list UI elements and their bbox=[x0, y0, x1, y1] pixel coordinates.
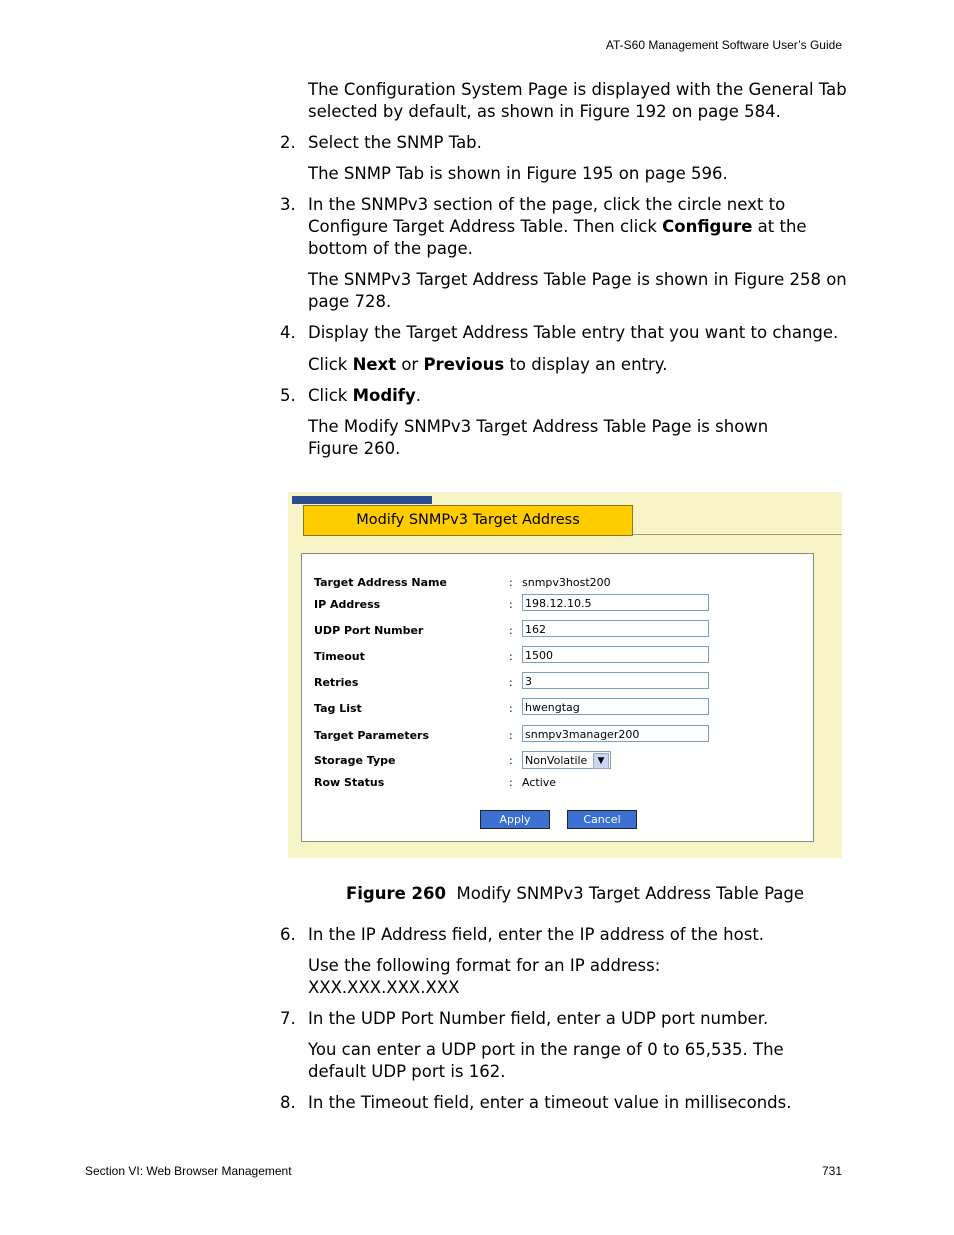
footer-section: Section VI: Web Browser Management bbox=[85, 1164, 292, 1178]
step-5-number: 5. bbox=[280, 386, 296, 405]
running-header: AT-S60 Management Software User’s Guide bbox=[605, 38, 842, 52]
step-8-text: In the Timeout field, enter a timeout value in milliseconds. bbox=[308, 1093, 792, 1112]
step-6-note-line2: XXX.XXX.XXX.XXX bbox=[308, 978, 460, 997]
colon: : bbox=[509, 650, 513, 663]
colon: : bbox=[509, 729, 513, 742]
storage-type-value: NonVolatile bbox=[525, 754, 588, 767]
timeout-label: Timeout bbox=[314, 650, 365, 663]
target-parameters-input[interactable]: snmpv3manager200 bbox=[522, 725, 709, 742]
colon: : bbox=[509, 624, 513, 637]
target-address-name-label: Target Address Name bbox=[314, 576, 447, 589]
step-3-number: 3. bbox=[280, 195, 296, 214]
step-5-text: Click Modify. bbox=[308, 386, 421, 405]
step-7-text: In the UDP Port Number field, enter a UDP port number. bbox=[308, 1009, 769, 1028]
step-4-note: Click Next or Previous to display an entry. bbox=[308, 355, 668, 374]
retries-input[interactable]: 3 bbox=[522, 672, 709, 689]
colon: : bbox=[509, 598, 513, 611]
step-4-number: 4. bbox=[280, 323, 296, 342]
cancel-button[interactable]: Cancel bbox=[567, 810, 637, 829]
step-7-number: 7. bbox=[280, 1009, 296, 1028]
step-7-note: You can enter a UDP port in the range of 0 to 65,535. The default UDP port is 162. bbox=[308, 1040, 784, 1081]
colon: : bbox=[509, 776, 513, 789]
tag-list-label: Tag List bbox=[314, 702, 362, 715]
colon: : bbox=[509, 576, 513, 589]
figure-caption: Figure 260 Modify SNMPv3 Target Address Table Page bbox=[346, 884, 805, 903]
target-parameters-label: Target Parameters bbox=[314, 729, 430, 742]
step-6-number: 6. bbox=[280, 925, 296, 944]
storage-type-select[interactable] bbox=[522, 751, 611, 769]
step-2-number: 2. bbox=[280, 133, 296, 152]
page-number: 731 bbox=[821, 1164, 842, 1178]
timeout-input[interactable]: 1500 bbox=[522, 646, 709, 663]
chevron-down-icon[interactable]: ▼ bbox=[593, 753, 609, 769]
ip-address-label: IP Address bbox=[314, 598, 381, 611]
target-address-name-value: snmpv3host200 bbox=[522, 576, 611, 589]
form-panel bbox=[301, 553, 814, 842]
step-6-note-line1: Use the following format for an IP address: bbox=[308, 956, 661, 975]
udp-port-label: UDP Port Number bbox=[314, 624, 424, 637]
intro-paragraph: The Configuration System Page is displayed with the General Tab selected by default, as shown in Figure 192 on page 584. bbox=[308, 80, 847, 121]
udp-port-input[interactable]: 162 bbox=[522, 620, 709, 637]
step-2-note: The SNMP Tab is shown in Figure 195 on page 596. bbox=[308, 164, 728, 183]
step-5-note: The Modify SNMPv3 Target Address Table Page is shown Figure 260. bbox=[308, 417, 769, 458]
apply-button[interactable]: Apply bbox=[480, 810, 550, 829]
step-6-text: In the IP Address field, enter the IP address of the host. bbox=[308, 925, 765, 944]
ip-address-input[interactable]: 198.12.10.5 bbox=[522, 594, 709, 611]
step-2-text: Select the SNMP Tab. bbox=[308, 133, 482, 152]
retries-label: Retries bbox=[314, 676, 359, 689]
step-3-note: The SNMPv3 Target Address Table Page is shown in Figure 258 on page 728. bbox=[308, 270, 847, 311]
colon: : bbox=[509, 754, 513, 767]
tab-strip-decoration bbox=[292, 496, 432, 504]
step-8-number: 8. bbox=[280, 1093, 296, 1112]
row-status-value: Active bbox=[522, 776, 557, 789]
step-4-text: Display the Target Address Table entry that you want to change. bbox=[308, 323, 839, 342]
tag-list-input[interactable]: hwengtag bbox=[522, 698, 709, 715]
row-status-label: Row Status bbox=[314, 776, 385, 789]
step-3-text: In the SNMPv3 section of the page, click the circle next to Configure Target Address Table. Then click Configure at the bottom of the page. bbox=[308, 195, 807, 258]
colon: : bbox=[509, 676, 513, 689]
tab-modify-target-address[interactable]: Modify SNMPv3 Target Address bbox=[303, 505, 633, 536]
tab-divider bbox=[633, 534, 842, 535]
screenshot-figure bbox=[288, 492, 842, 858]
colon: : bbox=[509, 702, 513, 715]
storage-type-label: Storage Type bbox=[314, 754, 396, 767]
